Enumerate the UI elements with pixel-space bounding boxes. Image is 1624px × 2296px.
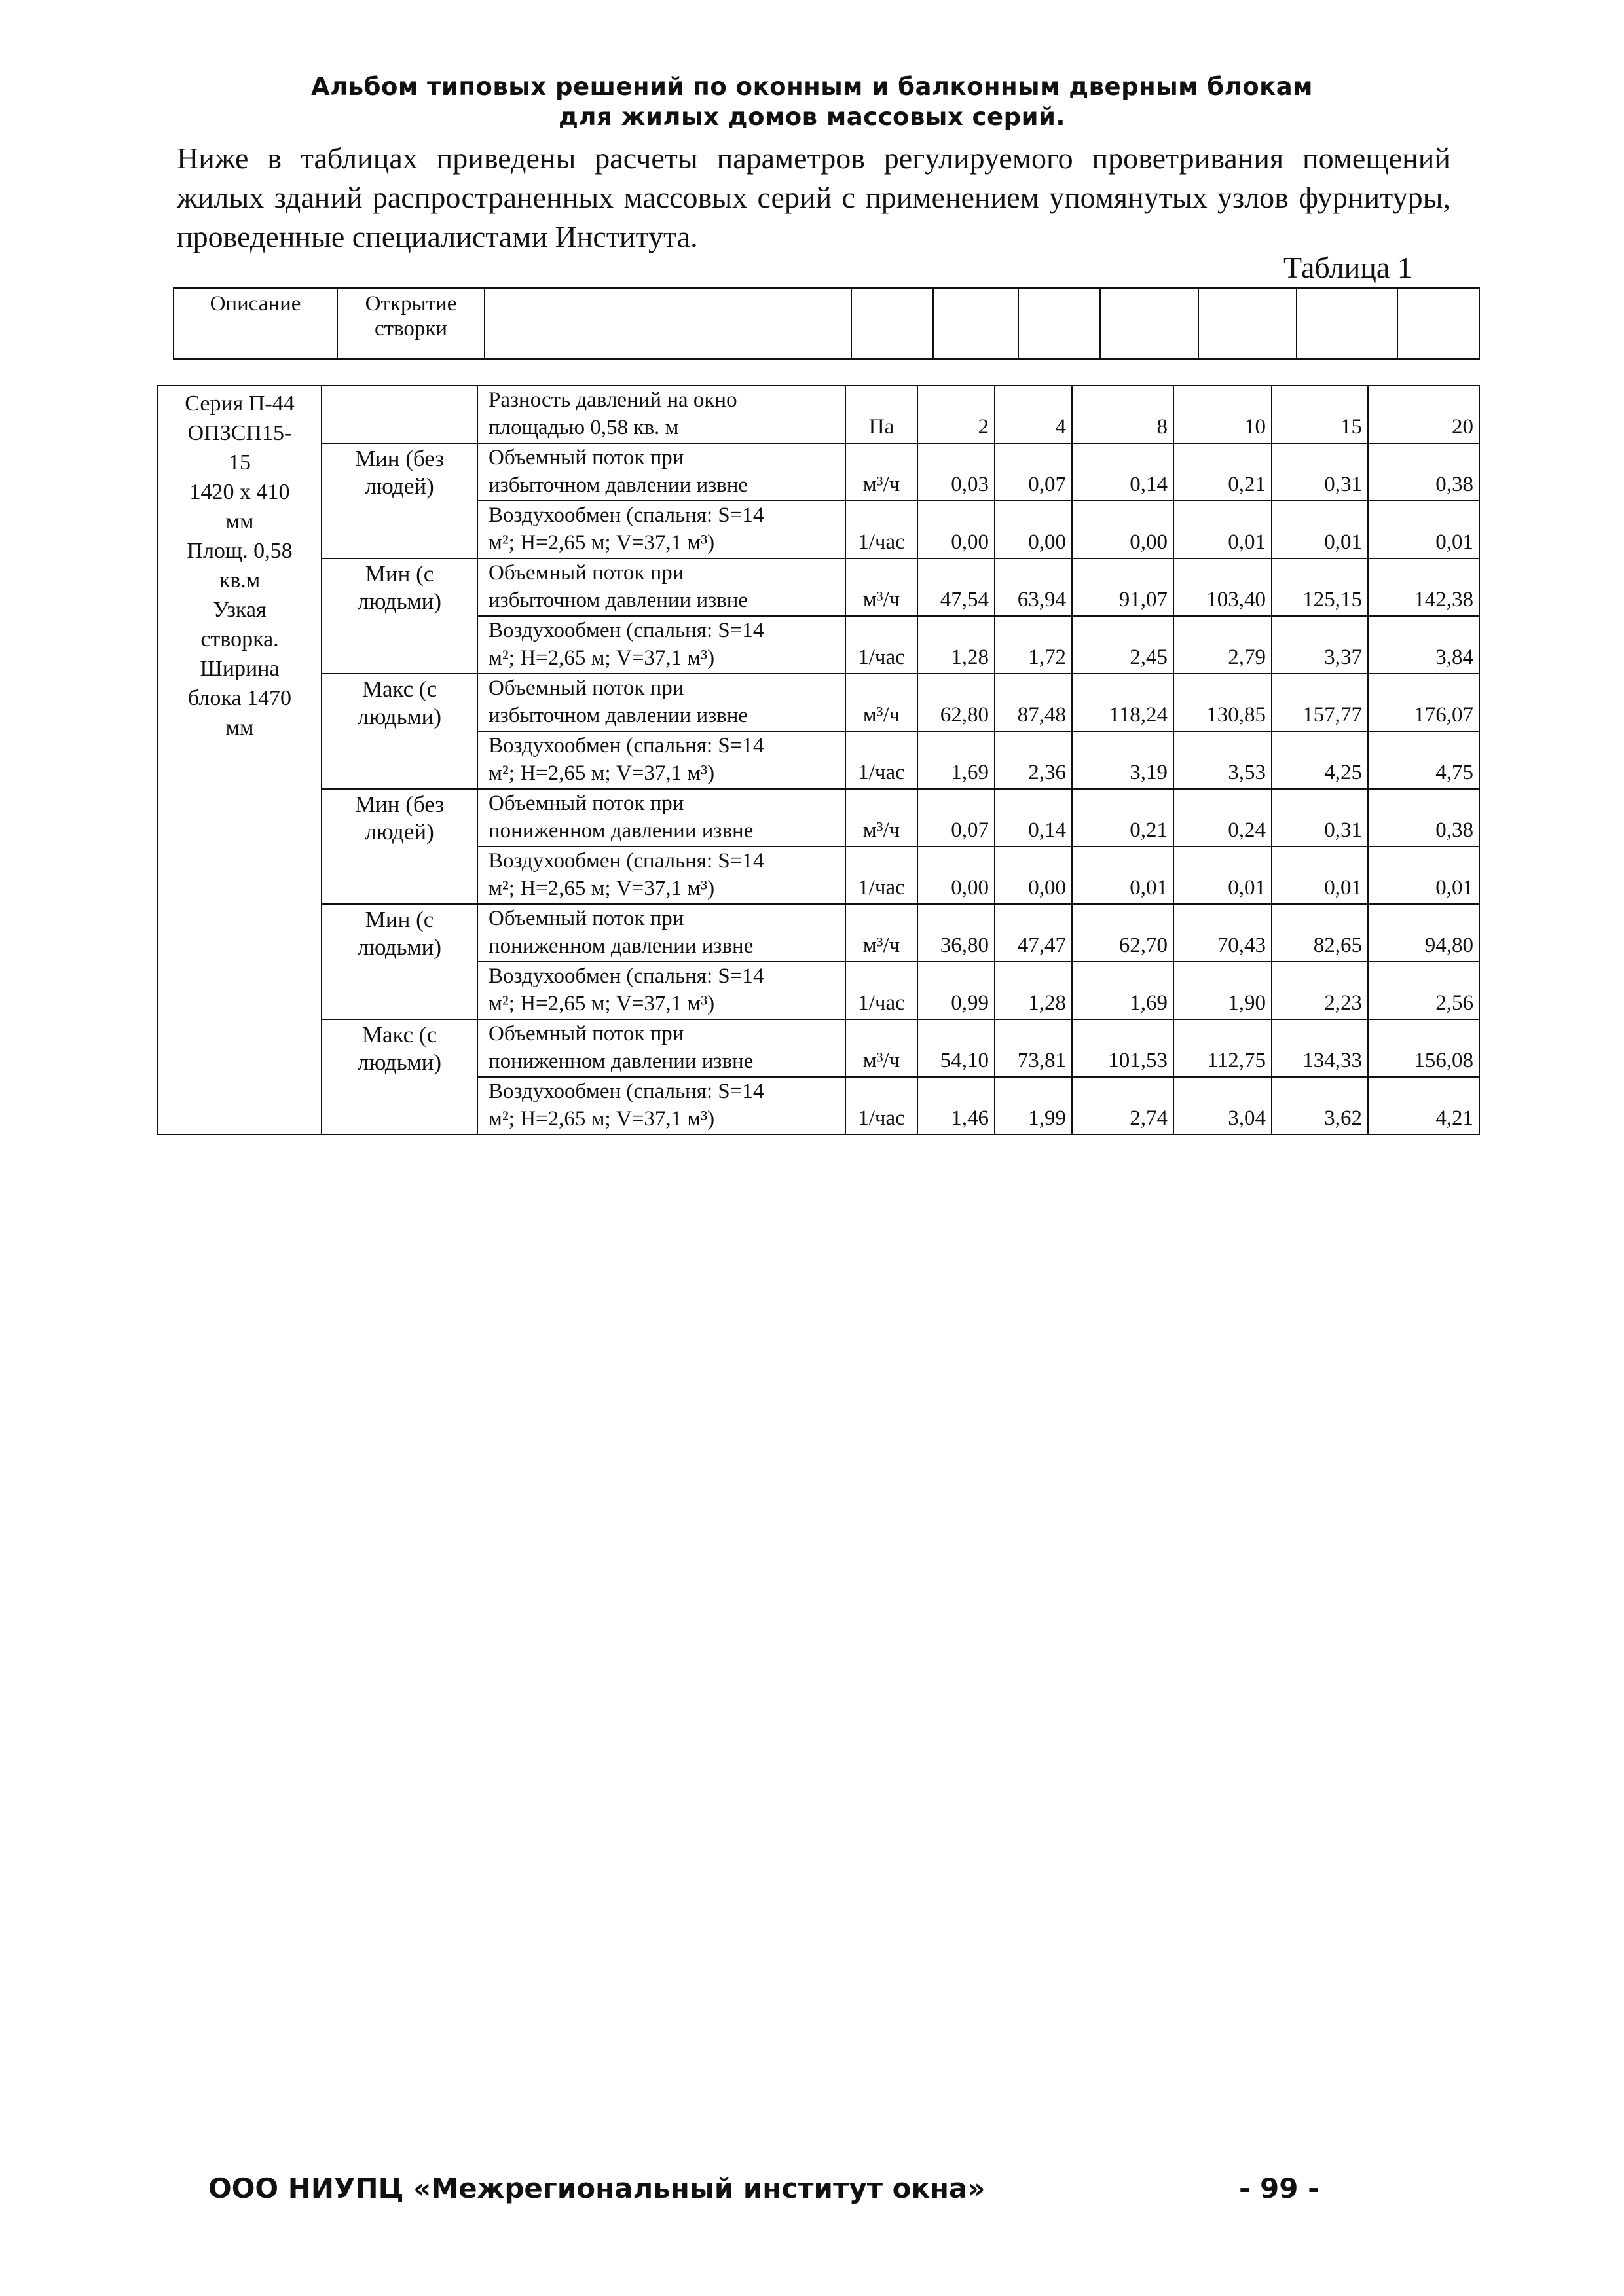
param-line: избыточном давлении извне [489, 704, 748, 727]
exchange-value: 0,99 [917, 962, 995, 1019]
flow-value: 0,21 [1072, 789, 1173, 847]
param-line: Воздухообмен (спальня: S=14 [489, 849, 764, 873]
unit-cell: м³/ч [845, 1019, 917, 1077]
param-line: Воздухообмен (спальня: S=14 [489, 734, 764, 757]
exchange-value: 1,90 [1173, 962, 1272, 1019]
opening-mode [322, 674, 477, 789]
description-line: Площ. 0,58 [187, 539, 293, 563]
table-row [158, 558, 1479, 616]
exchange-value: 0,01 [1272, 501, 1368, 558]
flow-value: 101,53 [1072, 1019, 1173, 1077]
unit-cell: м³/ч [845, 789, 917, 847]
param-line: Объемный поток при [489, 792, 684, 815]
pressure-value: 10 [1173, 386, 1272, 443]
unit-cell: м³/ч [845, 443, 917, 501]
exchange-value: 1,28 [917, 616, 995, 674]
exchange-value: 0,01 [1173, 847, 1272, 904]
pressure-value: 20 [1368, 386, 1479, 443]
description-line: Серия П-44 [185, 392, 295, 416]
exchange-value: 3,04 [1173, 1077, 1272, 1135]
flow-value: 73,81 [995, 1019, 1072, 1077]
flow-value: 157,77 [1272, 674, 1368, 731]
page-header [164, 72, 1460, 132]
opening-mode [322, 1019, 477, 1135]
param-line: пониженном давлении извне [489, 934, 754, 958]
param-line: Воздухообмен (спальня: S=14 [489, 619, 764, 642]
param-line: м²; Н=2,65 м; V=37,1 м³) [489, 761, 715, 785]
flow-value: 0,07 [995, 443, 1072, 501]
description-line: мм [225, 509, 254, 534]
opening-line: людей) [365, 819, 434, 845]
unit-cell: 1/час [845, 1077, 917, 1135]
param-line: Объемный поток при [489, 907, 684, 930]
flow-value: 103,40 [1173, 558, 1272, 616]
param-line: м²; Н=2,65 м; V=37,1 м³) [489, 531, 715, 555]
ventilation-table [157, 385, 1480, 1135]
opening-line: Мин (с [365, 907, 434, 932]
flow-value: 0,24 [1173, 789, 1272, 847]
flow-value: 0,14 [1072, 443, 1173, 501]
opening-line: Макс (с [361, 676, 437, 702]
param-line: Объемный поток при [489, 676, 684, 700]
exchange-value: 0,00 [1072, 501, 1173, 558]
unit-cell: 1/час [845, 501, 917, 558]
flow-label [477, 674, 845, 731]
param-line: пониженном давлении извне [489, 819, 754, 843]
opening-mode [322, 558, 477, 674]
unit-cell: 1/час [845, 616, 917, 674]
exchange-label [477, 731, 845, 789]
exchange-value: 0,01 [1173, 501, 1272, 558]
flow-value: 94,80 [1368, 904, 1479, 962]
page-number: - 99 - [1239, 2172, 1320, 2204]
exchange-value: 4,75 [1368, 731, 1479, 789]
param-line: Объемный поток при [489, 561, 684, 585]
exchange-value: 2,45 [1072, 616, 1173, 674]
pressure-value: 8 [1072, 386, 1173, 443]
param-line: Объемный поток при [489, 446, 684, 469]
flow-label [477, 789, 845, 847]
opening-line: людьми) [357, 589, 442, 614]
exchange-value: 0,00 [917, 847, 995, 904]
exchange-value: 1,72 [995, 616, 1072, 674]
opening-cell-empty [322, 386, 477, 443]
exchange-value: 1,69 [917, 731, 995, 789]
header-opening: Открытие створки [337, 288, 485, 359]
table-row [158, 904, 1479, 962]
exchange-value: 1,46 [917, 1077, 995, 1135]
opening-line: людьми) [357, 704, 442, 729]
exchange-value: 0,00 [995, 501, 1072, 558]
table-header [173, 287, 1480, 360]
exchange-label [477, 616, 845, 674]
exchange-label [477, 1077, 845, 1135]
opening-line: Мин (без [354, 446, 445, 471]
param-line: избыточном давлении извне [489, 473, 748, 497]
param-line: пониженном давлении извне [489, 1049, 754, 1073]
opening-line: Мин (с [365, 561, 434, 587]
header-line-2: для жилых домов массовых серий. [559, 103, 1065, 131]
flow-value: 0,21 [1173, 443, 1272, 501]
header-description: Описание [174, 288, 337, 359]
flow-value: 142,38 [1368, 558, 1479, 616]
header-line-1: Альбом типовых решений по оконным и балконным дверным блокам [311, 73, 1313, 101]
param-line: Воздухообмен (спальня: S=14 [489, 503, 764, 527]
exchange-label [477, 501, 845, 558]
exchange-value: 3,62 [1272, 1077, 1368, 1135]
intro-paragraph: Ниже в таблицах приведены расчеты параметров регулируемого проветривания помещений жилых зданий распространенных массовых серий с применением упомянутых узлов фурнитуры, проведенные специалистами Института. [177, 141, 1450, 253]
flow-value: 134,33 [1272, 1019, 1368, 1077]
description-line: 1420 х 410 [189, 480, 290, 504]
flow-label [477, 904, 845, 962]
flow-value: 82,65 [1272, 904, 1368, 962]
flow-label [477, 558, 845, 616]
exchange-value: 3,84 [1368, 616, 1479, 674]
opening-line: людей) [365, 473, 434, 499]
flow-value: 130,85 [1173, 674, 1272, 731]
description-line: мм [225, 716, 254, 740]
exchange-value: 3,53 [1173, 731, 1272, 789]
description-line: Узкая [213, 598, 267, 622]
opening-line: людьми) [357, 1049, 442, 1075]
exchange-value: 0,01 [1368, 501, 1479, 558]
description-line: Ширина [200, 657, 280, 681]
description-line: створка. [200, 627, 279, 651]
series-description [158, 386, 322, 1135]
footer-organization: ООО НИУПЦ «Межрегиональный институт окна» [208, 2172, 986, 2204]
pressure-value: 2 [917, 386, 995, 443]
exchange-value: 3,37 [1272, 616, 1368, 674]
flow-value: 0,31 [1272, 443, 1368, 501]
param-line: избыточном давлении извне [489, 589, 748, 612]
flow-value: 0,07 [917, 789, 995, 847]
exchange-value: 0,01 [1272, 847, 1368, 904]
exchange-value: 1,99 [995, 1077, 1072, 1135]
opening-line: Мин (без [354, 792, 445, 817]
description-line: блока 1470 [187, 686, 291, 710]
exchange-value: 0,00 [995, 847, 1072, 904]
pressure-value: 15 [1272, 386, 1368, 443]
flow-value: 62,70 [1072, 904, 1173, 962]
description-line: кв.м [219, 568, 261, 592]
opening-mode [322, 904, 477, 1019]
flow-value: 0,14 [995, 789, 1072, 847]
opening-line: Макс (с [361, 1022, 437, 1048]
param-line: площадью 0,58 кв. м [489, 416, 679, 439]
pressure-value: 4 [995, 386, 1072, 443]
unit-cell: м³/ч [845, 558, 917, 616]
flow-value: 47,47 [995, 904, 1072, 962]
table-row [158, 789, 1479, 847]
unit-cell: 1/час [845, 847, 917, 904]
flow-value: 36,80 [917, 904, 995, 962]
exchange-label [477, 847, 845, 904]
flow-value: 125,15 [1272, 558, 1368, 616]
table-row [158, 674, 1479, 731]
flow-value: 176,07 [1368, 674, 1479, 731]
param-line: Воздухообмен (спальня: S=14 [489, 964, 764, 988]
opening-mode [322, 443, 477, 558]
flow-label [477, 443, 845, 501]
flow-value: 47,54 [917, 558, 995, 616]
table-caption: Таблица 1 [1283, 251, 1412, 284]
opening-mode [322, 789, 477, 904]
flow-value: 0,31 [1272, 789, 1368, 847]
flow-value: 118,24 [1072, 674, 1173, 731]
exchange-value: 2,79 [1173, 616, 1272, 674]
param-line: Объемный поток при [489, 1022, 684, 1046]
exchange-value: 1,28 [995, 962, 1072, 1019]
exchange-value: 4,25 [1272, 731, 1368, 789]
exchange-label [477, 962, 845, 1019]
exchange-value: 2,56 [1368, 962, 1479, 1019]
param-line: м²; Н=2,65 м; V=37,1 м³) [489, 992, 715, 1015]
table-row [158, 443, 1479, 501]
flow-value: 63,94 [995, 558, 1072, 616]
unit-cell: м³/ч [845, 904, 917, 962]
exchange-value: 0,01 [1368, 847, 1479, 904]
param-line: м²; Н=2,65 м; V=37,1 м³) [489, 877, 715, 900]
pressure-label [477, 386, 845, 443]
exchange-value: 2,74 [1072, 1077, 1173, 1135]
flow-label [477, 1019, 845, 1077]
param-line: Разность давлений на окно [489, 388, 737, 412]
exchange-value: 2,36 [995, 731, 1072, 789]
flow-value: 54,10 [917, 1019, 995, 1077]
flow-value: 0,38 [1368, 789, 1479, 847]
flow-value: 112,75 [1173, 1019, 1272, 1077]
exchange-value: 0,00 [917, 501, 995, 558]
unit-cell: 1/час [845, 731, 917, 789]
flow-value: 70,43 [1173, 904, 1272, 962]
exchange-value: 0,01 [1072, 847, 1173, 904]
opening-line: людьми) [357, 934, 442, 960]
param-line: Воздухообмен (спальня: S=14 [489, 1080, 764, 1103]
unit-cell: 1/час [845, 962, 917, 1019]
description-line: ОПЗСП15- [187, 421, 292, 445]
param-line: м²; Н=2,65 м; V=37,1 м³) [489, 646, 715, 670]
exchange-value: 3,19 [1072, 731, 1173, 789]
flow-value: 0,38 [1368, 443, 1479, 501]
flow-value: 87,48 [995, 674, 1072, 731]
flow-value: 156,08 [1368, 1019, 1479, 1077]
unit-cell: Па [845, 386, 917, 443]
flow-value: 62,80 [917, 674, 995, 731]
description-line: 15 [229, 450, 251, 475]
param-line: м²; Н=2,65 м; V=37,1 м³) [489, 1107, 715, 1131]
table-row [158, 1019, 1479, 1077]
exchange-value: 1,69 [1072, 962, 1173, 1019]
exchange-value: 4,21 [1368, 1077, 1479, 1135]
unit-cell: м³/ч [845, 674, 917, 731]
table-row [158, 386, 1479, 443]
exchange-value: 2,23 [1272, 962, 1368, 1019]
flow-value: 0,03 [917, 443, 995, 501]
flow-value: 91,07 [1072, 558, 1173, 616]
